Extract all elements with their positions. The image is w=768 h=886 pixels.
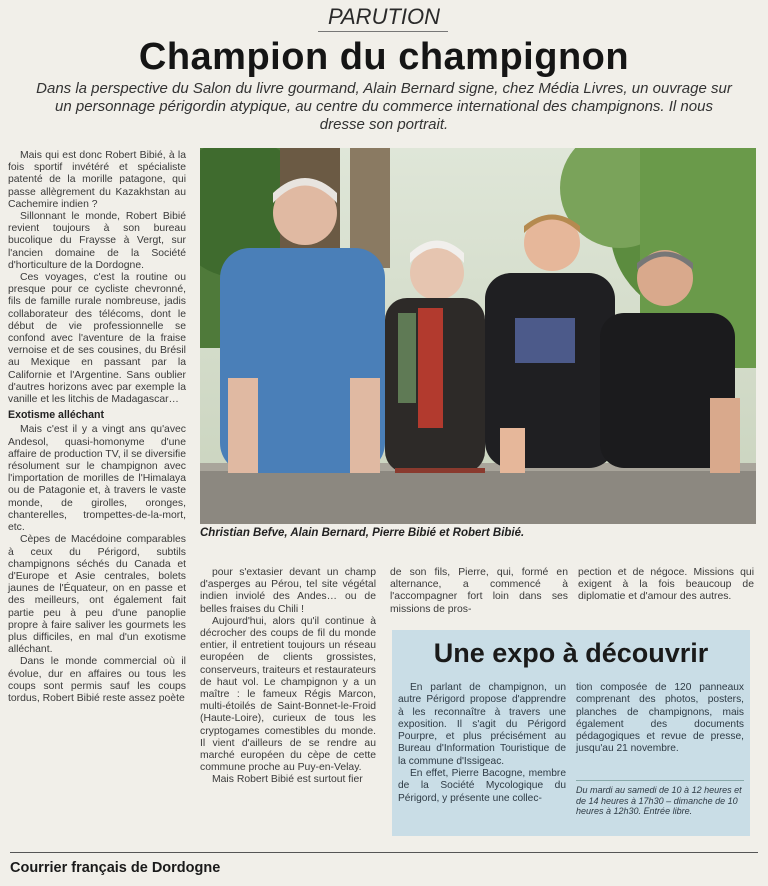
expo-divider — [576, 780, 744, 781]
expo-hours: Du mardi au samedi de 10 à 12 heures et de 14 heures à 17h30 – dimanche de 10 heures à 12h30. Entrée libre. — [576, 785, 742, 816]
paragraph: tion composée de 120 panneaux comprenant des photos, posters, planches de champignons, mais également des documents pédagogiques et revue de presse, jusqu'au 21 novembre. — [576, 682, 744, 755]
expo-sidebar-box — [392, 630, 750, 836]
rubric-label: PARUTION — [327, 4, 441, 29]
paragraph: Sillonnant le monde, Robert Bibié revient toujours à son bureau bucolique du Fraysse à Vergt, sur l'ancien domaine de la Société d'horticulture de la Dordogne. — [8, 211, 186, 271]
paragraph: pection et de négoce. Missions qui exigent à la fois beaucoup de diplomatie et d'amour des autres. — [578, 567, 754, 603]
paragraph: En parlant de champignon, un autre Périgord propose d'apprendre à les reconnaître à travers une exposition. Il s'agit du Périgord Pourpre, et plus précisément au Bureau d'Information Touristique de la commune d'Issigeac. — [398, 682, 566, 767]
article-column-2 — [200, 567, 376, 787]
article-column-4 — [578, 567, 754, 604]
article-column-1 — [8, 150, 186, 705]
publication-name: Courrier français de Dordogne — [10, 860, 221, 876]
expo-column-left — [398, 682, 566, 805]
paragraph: En effet, Pierre Bacogne, membre de la Société Mycologique du Périgord, y présente une collec- — [398, 768, 566, 804]
article-photo — [200, 148, 756, 524]
expo-title: Une expo à découvrir — [433, 638, 709, 668]
footer-rule — [10, 852, 758, 853]
article-headline: Champion du champignon — [138, 36, 630, 78]
article-column-3 — [390, 567, 568, 616]
paragraph: pour s'extasier devant un champ d'asperges au Pérou, tel site végétal indien inviolé des Andes… ou de belles fraises du Chili ! — [200, 567, 376, 615]
photo-caption: Christian Befve, Alain Bernard, Pierre Bibié et Robert Bibié. — [200, 527, 525, 539]
article-lead: Dans la perspective du Salon du livre gourmand, Alain Bernard signe, chez Média Livres, un ouvrage sur un personnage périgordin atypique, au centre du commerce international des champignons. Il nous dresse son portrait. — [36, 80, 732, 133]
paragraph: Mais qui est donc Robert Bibié, à la fois sportif invétéré et spécialiste patenté de la morille patagone, qui passe allègrement du Kazakhstan au Cachemire indien ? — [8, 150, 186, 210]
subheading: Exotisme alléchant — [8, 409, 104, 422]
paragraph: Aujourd'hui, alors qu'il continue à décrocher des coups de fil du monde entier, il entretient toujours un réseau européen de clients grossistes, conserveurs, traiteurs et restaurateurs de haut vol. Le champignon y a un maître : le fameux Régis Marcon, multi-étoilés de Saint-Bonnet-le-Froid (Haute-Loire), curieux de tous les cryptogames comestibles du monde. Il vient d'ailleurs de se rendre au marché européen du cèpe de cette commune proche au Puy-en-Velay. — [200, 615, 376, 774]
paragraph: Ces voyages, c'est la routine ou presque pour ce cycliste chevronné, fils de famille rurale nombreuse, jadis collaborateur des télécoms, dont le début de vie professionnelle se confond avec l'aventure de la fraise vernoise et de ses cousines, du Brésil au Mexique en passant par la Californie et l'Argentine. Sans oublier d'autres horizons avec par exemple la vanille et les litchis de Madagascar… — [8, 272, 186, 406]
rubric-underline — [318, 31, 448, 32]
paragraph: Cèpes de Macédoine comparables à ceux du Périgord, subtils champignons séchés du Canada et d'Europe et Asie centrales, bolets jaunes de l'Équateur, on en passe et des meilleurs, ont également fait partie peu à peu d'une panoplie propre à faire saliver les gourmets les plus difficiles, en mal d'un exotisme alléchant. — [8, 534, 186, 656]
paragraph: de son fils, Pierre, qui, formé en alternance, a commencé à l'accompagner fort loin dans ses missions de pros- — [390, 567, 568, 615]
paragraph: Dans le monde commercial où il évolue, dur en affaires ou tous les coups sont permis sauf les coups tordus, Robert Bibié reste assez poète — [8, 656, 186, 704]
paragraph: Mais c'est il y a vingt ans qu'avec Andesol, quasi-homonyme d'une affaire de production TV, il se diversifie résolument sur le champignon avec l'importation de morilles de l'Himalaya ou de Patagonie et, à travers le vaste monde, de girolles, oronges, chanterelles, trompettes-de-la-mort, etc. — [8, 424, 186, 534]
paragraph: Mais Robert Bibié est surtout fier — [212, 774, 363, 786]
expo-column-right — [576, 682, 744, 756]
